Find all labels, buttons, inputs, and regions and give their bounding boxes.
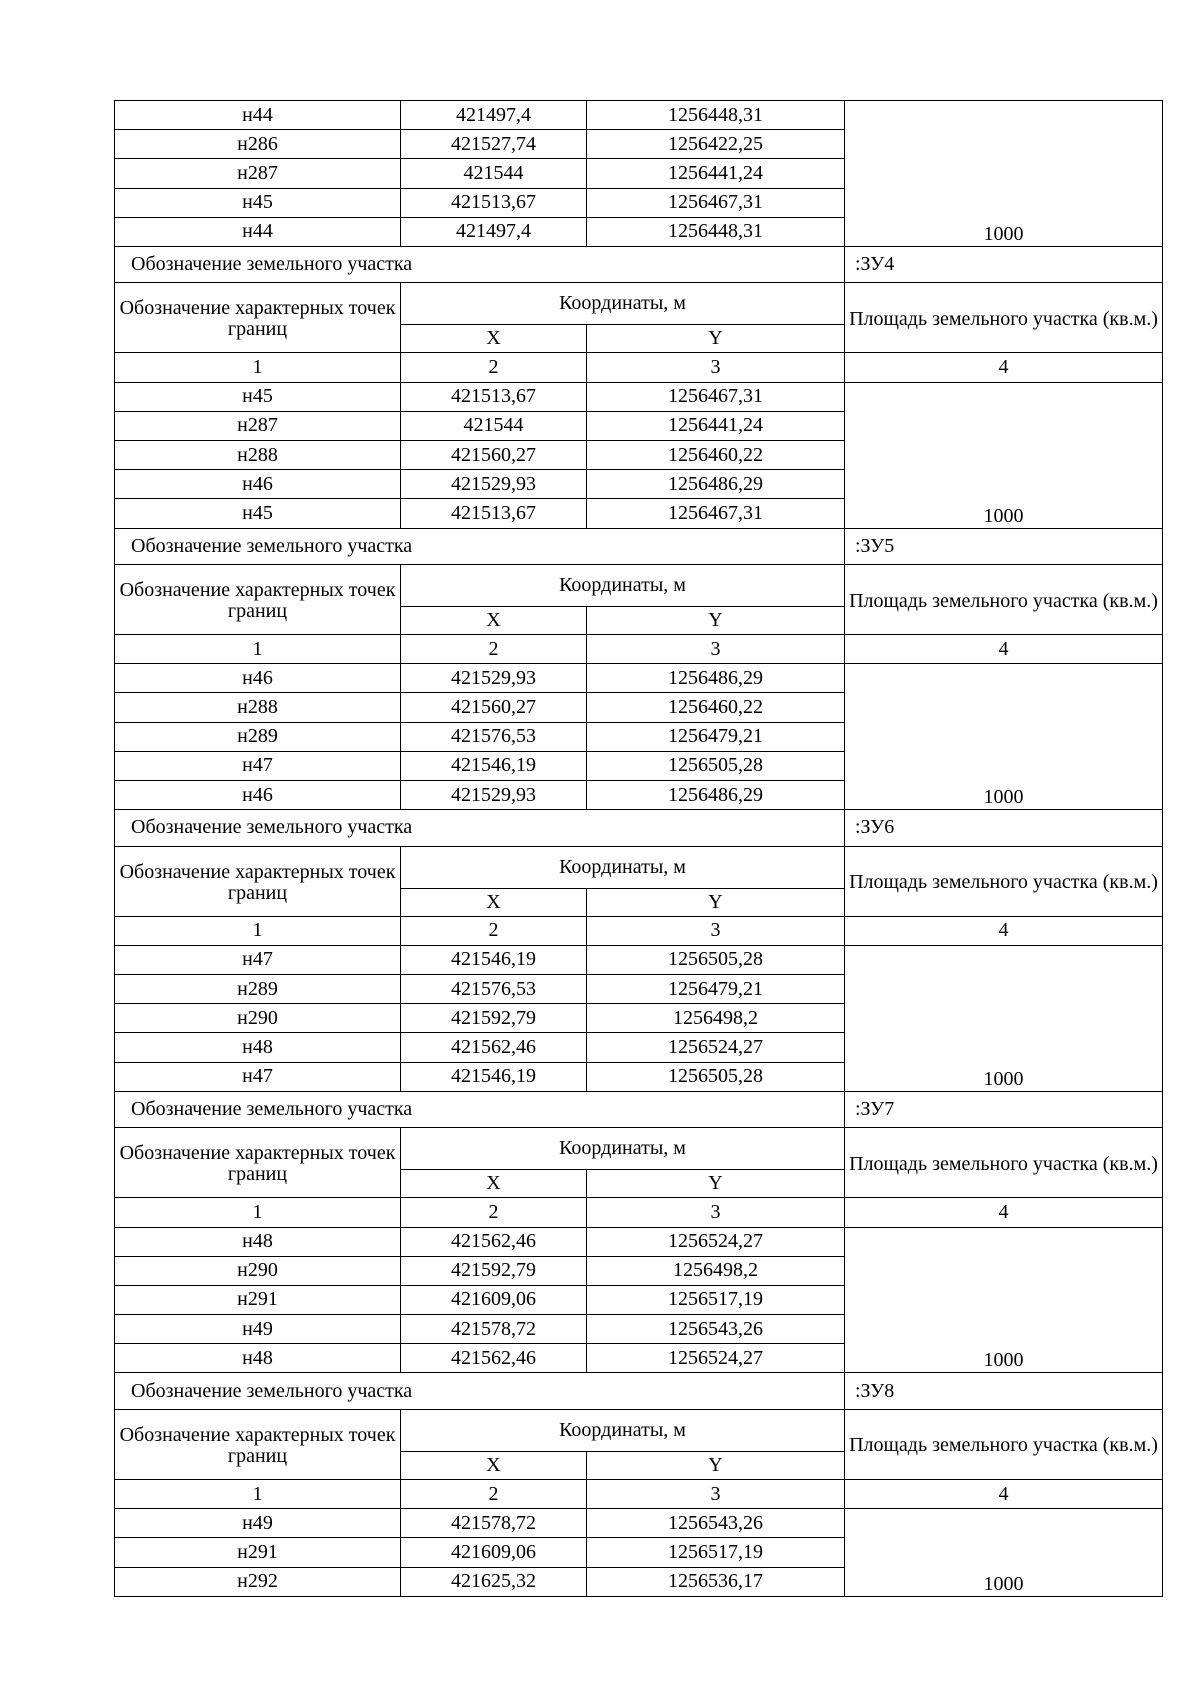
point-name-cell: н288 [115, 441, 401, 470]
parcel-designation-label: Обозначение земельного участка [115, 1091, 845, 1128]
header-row [115, 1128, 1163, 1170]
point-name-cell: н45 [115, 382, 401, 411]
y-coordinate-cell: 1256543,26 [587, 1509, 845, 1538]
y-coordinate-cell: 1256479,21 [587, 722, 845, 751]
coordinate-row [115, 1509, 1163, 1538]
coordinate-row [115, 664, 1163, 693]
parcel-designation-label: Обозначение земельного участка [115, 528, 845, 565]
column-number-row [115, 635, 1163, 664]
point-name-cell: н47 [115, 945, 401, 974]
point-name-cell: н49 [115, 1315, 401, 1344]
parcel-area-header: Площадь земельного участка (кв.м.) [845, 283, 1163, 353]
column-number-row [115, 1198, 1163, 1227]
coordinates-table [114, 100, 1163, 1597]
y-coordinate-cell: 1256479,21 [587, 975, 845, 1004]
parcel-id: :ЗУ6 [845, 810, 1163, 847]
coordinates-header: Координаты, м [401, 283, 845, 325]
x-coordinate-cell: 421544 [401, 159, 587, 188]
y-header: Y [587, 888, 845, 916]
point-name-cell: н47 [115, 1062, 401, 1091]
y-coordinate-cell: 1256524,27 [587, 1033, 845, 1062]
parcel-id: :ЗУ8 [845, 1373, 1163, 1410]
parcel-designation-label: Обозначение земельного участка [115, 246, 845, 283]
parcel-id: :ЗУ7 [845, 1091, 1163, 1128]
point-name-cell: н292 [115, 1567, 401, 1596]
header-row [115, 283, 1163, 325]
x-coordinate-cell: 421592,79 [401, 1004, 587, 1033]
parcel-area-cell: 1000 [845, 945, 1163, 1091]
point-name-cell: н44 [115, 101, 401, 130]
point-name-cell: н48 [115, 1344, 401, 1373]
y-coordinate-cell: 1256467,31 [587, 499, 845, 528]
x-coordinate-cell: 421625,32 [401, 1567, 587, 1596]
x-coordinate-cell: 421592,79 [401, 1256, 587, 1285]
point-name-cell: н49 [115, 1509, 401, 1538]
column-number-4: 4 [845, 916, 1163, 945]
y-coordinate-cell: 1256441,24 [587, 159, 845, 188]
x-coordinate-cell: 421544 [401, 411, 587, 440]
point-name-cell: н48 [115, 1033, 401, 1062]
point-name-cell: н291 [115, 1285, 401, 1314]
coordinates-header: Координаты, м [401, 846, 845, 888]
point-designation-header: Обозначение характерных точек границ [115, 565, 401, 635]
parcel-area-header: Площадь земельного участка (кв.м.) [845, 846, 1163, 916]
y-coordinate-cell: 1256448,31 [587, 101, 845, 130]
column-number-4: 4 [845, 1198, 1163, 1227]
x-header: X [401, 1451, 587, 1479]
y-coordinate-cell: 1256460,22 [587, 693, 845, 722]
column-number-3: 3 [587, 635, 845, 664]
header-row [115, 1409, 1163, 1451]
x-coordinate-cell: 421529,93 [401, 470, 587, 499]
point-designation-header: Обозначение характерных точек границ [115, 846, 401, 916]
y-coordinate-cell: 1256505,28 [587, 751, 845, 780]
parcel-area-cell: 1000 [845, 101, 1163, 247]
parcel-area-header: Площадь земельного участка (кв.м.) [845, 1409, 1163, 1479]
coordinate-row [115, 1227, 1163, 1256]
column-number-2: 2 [401, 1479, 587, 1508]
parcel-area-cell: 1000 [845, 1227, 1163, 1373]
y-coordinate-cell: 1256517,19 [587, 1285, 845, 1314]
x-header: X [401, 1170, 587, 1198]
column-number-1: 1 [115, 635, 401, 664]
x-coordinate-cell: 421529,93 [401, 664, 587, 693]
parcel-label-row [115, 810, 1163, 847]
x-header: X [401, 325, 587, 353]
x-coordinate-cell: 421546,19 [401, 1062, 587, 1091]
y-header: Y [587, 607, 845, 635]
point-designation-header: Обозначение характерных точек границ [115, 1409, 401, 1479]
point-name-cell: н288 [115, 693, 401, 722]
x-coordinate-cell: 421609,06 [401, 1285, 587, 1314]
point-name-cell: н44 [115, 217, 401, 246]
point-name-cell: н46 [115, 781, 401, 810]
y-header: Y [587, 325, 845, 353]
y-header: Y [587, 1451, 845, 1479]
x-coordinate-cell: 421562,46 [401, 1227, 587, 1256]
y-coordinate-cell: 1256517,19 [587, 1538, 845, 1567]
y-coordinate-cell: 1256486,29 [587, 781, 845, 810]
column-number-3: 3 [587, 916, 845, 945]
column-number-2: 2 [401, 1198, 587, 1227]
y-coordinate-cell: 1256441,24 [587, 411, 845, 440]
point-name-cell: н46 [115, 664, 401, 693]
point-name-cell: н289 [115, 975, 401, 1004]
coordinates-header: Координаты, м [401, 1409, 845, 1451]
column-number-row [115, 1479, 1163, 1508]
x-coordinate-cell: 421546,19 [401, 945, 587, 974]
coordinate-row [115, 945, 1163, 974]
column-number-1: 1 [115, 1198, 401, 1227]
y-coordinate-cell: 1256486,29 [587, 664, 845, 693]
column-number-2: 2 [401, 916, 587, 945]
y-coordinate-cell: 1256422,25 [587, 130, 845, 159]
parcel-id: :ЗУ5 [845, 528, 1163, 565]
x-coordinate-cell: 421609,06 [401, 1538, 587, 1567]
y-coordinate-cell: 1256467,31 [587, 382, 845, 411]
x-coordinate-cell: 421513,67 [401, 499, 587, 528]
column-number-3: 3 [587, 1198, 845, 1227]
column-number-3: 3 [587, 1479, 845, 1508]
point-name-cell: н47 [115, 751, 401, 780]
column-number-1: 1 [115, 916, 401, 945]
y-coordinate-cell: 1256505,28 [587, 945, 845, 974]
x-coordinate-cell: 421497,4 [401, 217, 587, 246]
coordinate-row [115, 101, 1163, 130]
x-coordinate-cell: 421527,74 [401, 130, 587, 159]
y-coordinate-cell: 1256498,2 [587, 1004, 845, 1033]
y-header: Y [587, 1170, 845, 1198]
x-coordinate-cell: 421546,19 [401, 751, 587, 780]
coordinates-header: Координаты, м [401, 565, 845, 607]
x-header: X [401, 607, 587, 635]
column-number-row [115, 916, 1163, 945]
header-row [115, 565, 1163, 607]
point-designation-header: Обозначение характерных точек границ [115, 283, 401, 353]
parcel-area-header: Площадь земельного участка (кв.м.) [845, 1128, 1163, 1198]
column-number-2: 2 [401, 353, 587, 382]
point-name-cell: н287 [115, 159, 401, 188]
y-coordinate-cell: 1256543,26 [587, 1315, 845, 1344]
parcel-designation-label: Обозначение земельного участка [115, 810, 845, 847]
y-coordinate-cell: 1256524,27 [587, 1344, 845, 1373]
x-coordinate-cell: 421560,27 [401, 693, 587, 722]
x-coordinate-cell: 421562,46 [401, 1344, 587, 1373]
x-coordinate-cell: 421578,72 [401, 1509, 587, 1538]
x-coordinate-cell: 421529,93 [401, 781, 587, 810]
column-number-1: 1 [115, 353, 401, 382]
point-name-cell: н48 [115, 1227, 401, 1256]
y-coordinate-cell: 1256467,31 [587, 188, 845, 217]
point-name-cell: н286 [115, 130, 401, 159]
point-name-cell: н45 [115, 499, 401, 528]
y-coordinate-cell: 1256460,22 [587, 441, 845, 470]
y-coordinate-cell: 1256448,31 [587, 217, 845, 246]
point-designation-header: Обозначение характерных точек границ [115, 1128, 401, 1198]
y-coordinate-cell: 1256498,2 [587, 1256, 845, 1285]
x-coordinate-cell: 421560,27 [401, 441, 587, 470]
x-coordinate-cell: 421578,72 [401, 1315, 587, 1344]
column-number-row [115, 353, 1163, 382]
y-coordinate-cell: 1256486,29 [587, 470, 845, 499]
y-coordinate-cell: 1256505,28 [587, 1062, 845, 1091]
parcel-label-row [115, 1373, 1163, 1410]
point-name-cell: н289 [115, 722, 401, 751]
y-coordinate-cell: 1256536,17 [587, 1567, 845, 1596]
x-coordinate-cell: 421576,53 [401, 975, 587, 1004]
column-number-4: 4 [845, 353, 1163, 382]
x-coordinate-cell: 421513,67 [401, 188, 587, 217]
coordinates-document [114, 100, 1163, 1597]
point-name-cell: н291 [115, 1538, 401, 1567]
coordinate-row [115, 382, 1163, 411]
x-coordinate-cell: 421513,67 [401, 382, 587, 411]
parcel-area-cell: 1000 [845, 382, 1163, 528]
column-number-4: 4 [845, 1479, 1163, 1508]
column-number-3: 3 [587, 353, 845, 382]
point-name-cell: н287 [115, 411, 401, 440]
x-coordinate-cell: 421576,53 [401, 722, 587, 751]
coordinates-header: Координаты, м [401, 1128, 845, 1170]
x-coordinate-cell: 421497,4 [401, 101, 587, 130]
parcel-label-row [115, 246, 1163, 283]
parcel-area-header: Площадь земельного участка (кв.м.) [845, 565, 1163, 635]
x-header: X [401, 888, 587, 916]
column-number-1: 1 [115, 1479, 401, 1508]
parcel-label-row [115, 528, 1163, 565]
x-coordinate-cell: 421562,46 [401, 1033, 587, 1062]
point-name-cell: н45 [115, 188, 401, 217]
point-name-cell: н290 [115, 1004, 401, 1033]
header-row [115, 846, 1163, 888]
y-coordinate-cell: 1256524,27 [587, 1227, 845, 1256]
column-number-2: 2 [401, 635, 587, 664]
parcel-label-row [115, 1091, 1163, 1128]
parcel-area-cell: 1000 [845, 1509, 1163, 1597]
parcel-designation-label: Обозначение земельного участка [115, 1373, 845, 1410]
point-name-cell: н46 [115, 470, 401, 499]
column-number-4: 4 [845, 635, 1163, 664]
parcel-id: :ЗУ4 [845, 246, 1163, 283]
parcel-area-cell: 1000 [845, 664, 1163, 810]
point-name-cell: н290 [115, 1256, 401, 1285]
